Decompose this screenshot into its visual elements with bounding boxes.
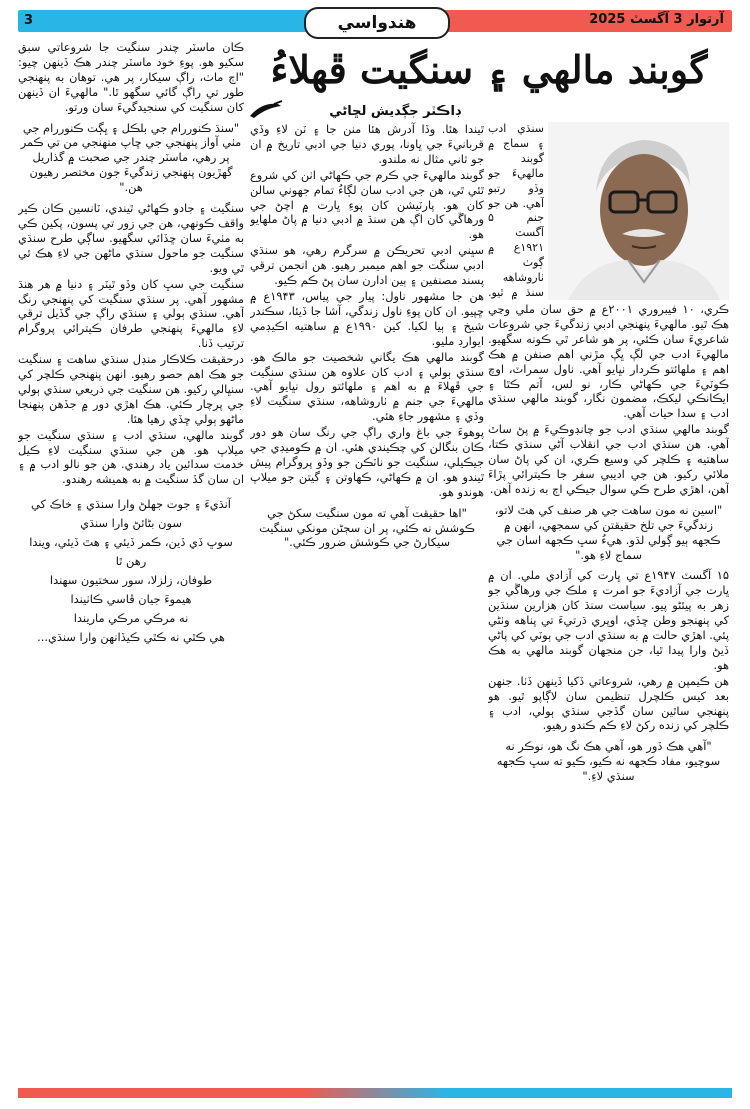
byline: ڊاڪٽر جڳديش لڇاڻي [329,104,461,119]
quote: "اها حقيقت آهي ته مون سنگيت سکڻ جي ڪوشش نه ڪئي، پر ان سڄڻن مونکي سنگيت سيکارڻ جي ڪوشش ضرور ڪئي." [259,505,475,550]
issue-date: آرتوار 3 آگسٽ 2025 [589,12,724,27]
paragraph: هن ڪيمپن ۾ رهي، شروعاتي ڏکيا ڏينهن ڏٺا. جنهن بعد کيس ڪلچرل تنظيمن سان لاڳاپو ٿيو. هو پنهنجي ساٿين سان گڏجي سنڌي ٻولي، ادب ۽ ڪلچر کي زنده رکڻ لاءِ ڪم ڪندو رهيو. [488,673,729,733]
quote: "اسين نه مون ساهت جي هر صنف کي هٿ لاتو، زندگيءَ جي تلخ حقيقتن کي سمجهي، انهن ۾ ڪجهه ٻيو ڳولي لڌو. هيءُ سڀ ڪجهه اسان جي سماج لاءِ هو." [494,502,723,562]
paragraph: گوبند مالهيءَ جي ڪرم جي ڪهاڻي اٺن کي شروع ٿئي ٿي، هن جي ادب سان لڳاءُ تمام جهوني سالن کان هو. پارٽيشن کان پوءِ ڀارت ۾ اچڻ جي ورهاڱي کان اڳ هن سنڌ ۾ ادبي دنيا ۾ پاڻ ملهايو هو. [250,167,484,242]
column-middle [250,122,484,1085]
paragraph: سنگيت جي سڀ کان وڏو ٿيٽر ۽ دنيا ۾ هر هنڌ مشهور آهي. پر سنڌي سنگيت کي پنهنجي رنگ آهي. سنڌي ٻولي ۽ سنڌي راڳ جي گڏيل ترقي لاءِ مالهيءَ پنهنجي طرفان ڪيترائي پروگرام ترتيب ڏنا. [18,276,244,351]
poem-verse: آنڌيءَ ۽ جوت جهلڻ وارا سنڌي ۽ خاڪ کي سون بڻائڻ وارا سنڌي سوڀ ڏي ڏين، ڪمر ڏيئي ۽ هٿ ڏيئي، ويندا رهن ٿا طوفان، زلزلا، سور سختيون سهندا هيموءَ جيان ڦاسي ڪاٺيندا نه مرڪي مرڪي ماريندا هي ڪٿي نه ڪٿي ڪيڏانهن وارا سنڌي... [29,497,233,645]
quote: "سنڌ ڪنوررام جي بلڪل ۽ ڀڳت ڪنوررام جي مٺي آواز پنهنجي جي ڇاپ منهنجي من تي ڪمر پر رهي، ماسٽر چندر جي صحبت ۾ گذاريل گهڙيون پنهنجي زندگيءَ جون مختصر رهيون هن." [20,120,242,195]
paragraph: پوهوءَ جي باغ واري راڳ جي رنگ سان هو دور ڪان بنگالن کي چڪيندي هئي. ان ۾ ڪوميڊي جي جيڪيلي، سنگيت جو ناٽڪن جو وڏو پروگرام پيش ٿيندو هو. ان ۾ ڪهاڻي، ڪهاوتن ۽ گيتن جو ميلاپ هوندو هو. [250,425,484,499]
paragraph: سنگيت ۽ جادو ڪهاڻي ٿيندي، ٽانسين ڪان ڪير واقف ڪونهي، هن جي زور تي پسون، پکين ڪي به مٺيءَ سان ڇڏائي سگهيو. ساڳي طرح سنڌي سنگيت جو ماحول سنڌي ماڻهن جي لاءِ هڪ ئي ٿي ويو. [18,201,244,275]
column-left [18,40,244,1085]
column-right [488,302,729,1085]
paragraph: ٿيندا هئا. وڏا آدرش هئا منن جا ۽ ٽن لاءِ وڏي قربانيءَ جي ڀاونا، پوري دنيا جي ادبي تاريخ ۾ ان جو ثاني مثال نه ملندو. [250,122,484,166]
bottom-banner [18,1088,732,1098]
masthead: ھندواسي [304,7,450,39]
article-title: گوبند مالهي ۽ سنگيت ڦهلاءُ [270,47,708,92]
paragraph: ڪان ماسٽر چندر سنگيت جا شروعاتي سبق سکيو هو. پوءِ خود ماسٽر چندر هڪ ڏينهن چيو: "اڄ ماٺ، راڳ سيکار، پر هي. توهان به پنهنجي طور تي راڳ گائي سگهو ٿا." مالهيءَ ان ڏينهن کان سنگيت کي سنجيدگيءَ سان ورتو. [18,40,244,114]
paragraph: گوبند مالهي سنڌي ادب جو چانڊوڪيءَ ۾ پڻ ساٿ آهي. هن سنڌي ادب جي انقلاب آڻي سنڌي ڪتا، ساهتيه ۽ ڪلچر کي وسيع ڪري، ان کي پاڻ سان ملائي رکيو. هن جي اديبي سفر جا ڪيترائي پڙاءَ آهن، اهڙي طرح ڪي سوال جيڪي اڄ به زنده آهن. [488,422,729,496]
article-intro [488,122,544,302]
author-portrait [548,122,729,300]
paragraph: هن جا مشهور ناول: پيار جي پياس، ۱۹۴۳ع ۾ ڇپيو. ان کان پوءِ ناول زندگي، آشا جا ڏيئا، سڪندر شيخ ۽ ٻيا لکيا. کين ۱۹۹۰ع ۾ ساهتيه اڪيڊمي ايوارڊ مليو. [250,288,484,348]
intro-paragraph: سنڌي ادب ۽ سماج ۾ گوبند مالهيءَ جو وڏو رتبو آهي. هن جو جنم ۵ آگسٽ ۱۹۲۱ع ۾ ڳوٺ ٺاروشاهه سنڌ ۾ ٿيو. [488,122,544,299]
paragraph: ڪري، ۱۰ فيبروري ۲۰۰۱ع ۾ حق سان ملي وڃي هڪ ٿيو. مالهيءَ پنهنجي ادبي زندگيءَ جي شروعات شاعريءَ سان ڪئي، پر هو شاعر ٿي ڪونه سگهيو. مالهيءَ ادب جي لڳ ڀڳ مڙني اهم صنفن ۾ هڪ اهم ۽ ملهائتو ڪردار نڀايو آهي. ناول سمراٽ، اوچ ڪوٽيءَ جي ڪهاڻي ڪار، نو لس، آتم ڪٿا ۽ ايڪانڪي ليکڪ، مضمون نگار، گوبند مالهي سنڌي ادب ۽ سدا حيات آهي. [488,302,729,421]
paragraph: سڀني ادبي تحريڪن ۾ سرگرم رهي، هو سنڌي ادبي سنگت جو اهم ميمبر رهيو. هن انجمن ترقي پسند مصنفين ۽ ٻين ادارن سان پڻ ڪم ڪيو. [250,243,484,288]
paragraph: گوبند مالهي هڪ يگاني شخصيت جو مالڪ هو. سنڌي ٻولي ۽ ادب کان علاوه هن سنڌي سنگيت جي ڦهلاءَ ۾ به اهم ۽ ملهائتو رول نڀايو آهي. مالهيءَ جي جنم ۾ ٺاروشاهه، سنڌي سنگيت لاءِ وڏي ۽ مشهور جاءِ هئي. [250,349,484,424]
paragraph: گوبند مالهي، سنڌي ادب ۽ سنڌي سنگيت جو ميلاپ هو. هن جي سنڌي سنگيت لاءِ ڪيل خدمت سدائين ياد رهندي. هن جو نالو ادب ۾ ۽ ان سان گڏ سنگيت ۾ به هميشه رهندو. [18,427,244,487]
page-number: 3 [24,13,34,28]
quote: "آهي هڪ ڏور هو، آهي هڪ نگ هو، نوڪر نه سوچيو، مفاد ڪجهه نه ڪيو، ڪيو ته سڀ ڪجهه سنڌي لاءِ." [496,739,721,784]
paragraph: درحقيقت ڪلاڪار منڊل سنڌي ساهت ۽ سنگيت جو هڪ اهم حصو رهيو. انهن پنهنجي ڪلچر کي سنڀالي رکيو. هن سنگيت جي ذريعي سنڌي ٻولي جي پرچار ڪئي. هڪ اهڙي دور ۾ جڏهن پنهنجا ماڻهو ٻولي ڇڏي رهيا هئا. [18,352,244,426]
paragraph: ۱۵ آگسٽ ۱۹۴۷ع تي ڀارت کي آزادي ملي. ان ۾ ڀارت جي آزاديءَ جو امرت ۽ ملڪ جي ورهاڱي جو زهر به پيئڻو پيو. سياست سنڌ کان هزارين سنڌين کي پنهنجو وطن ڇڏي، اوپري ڌرتيءَ تي پناهه وٺڻي پئي. اهڙي حالت ۾ به سنڌي ادب جي ٻوٽي کي پاڻي ڏيڻ وارا پيدا ٿيا، جن منجهان گوبند مالهي به هڪ هو. [488,568,729,672]
